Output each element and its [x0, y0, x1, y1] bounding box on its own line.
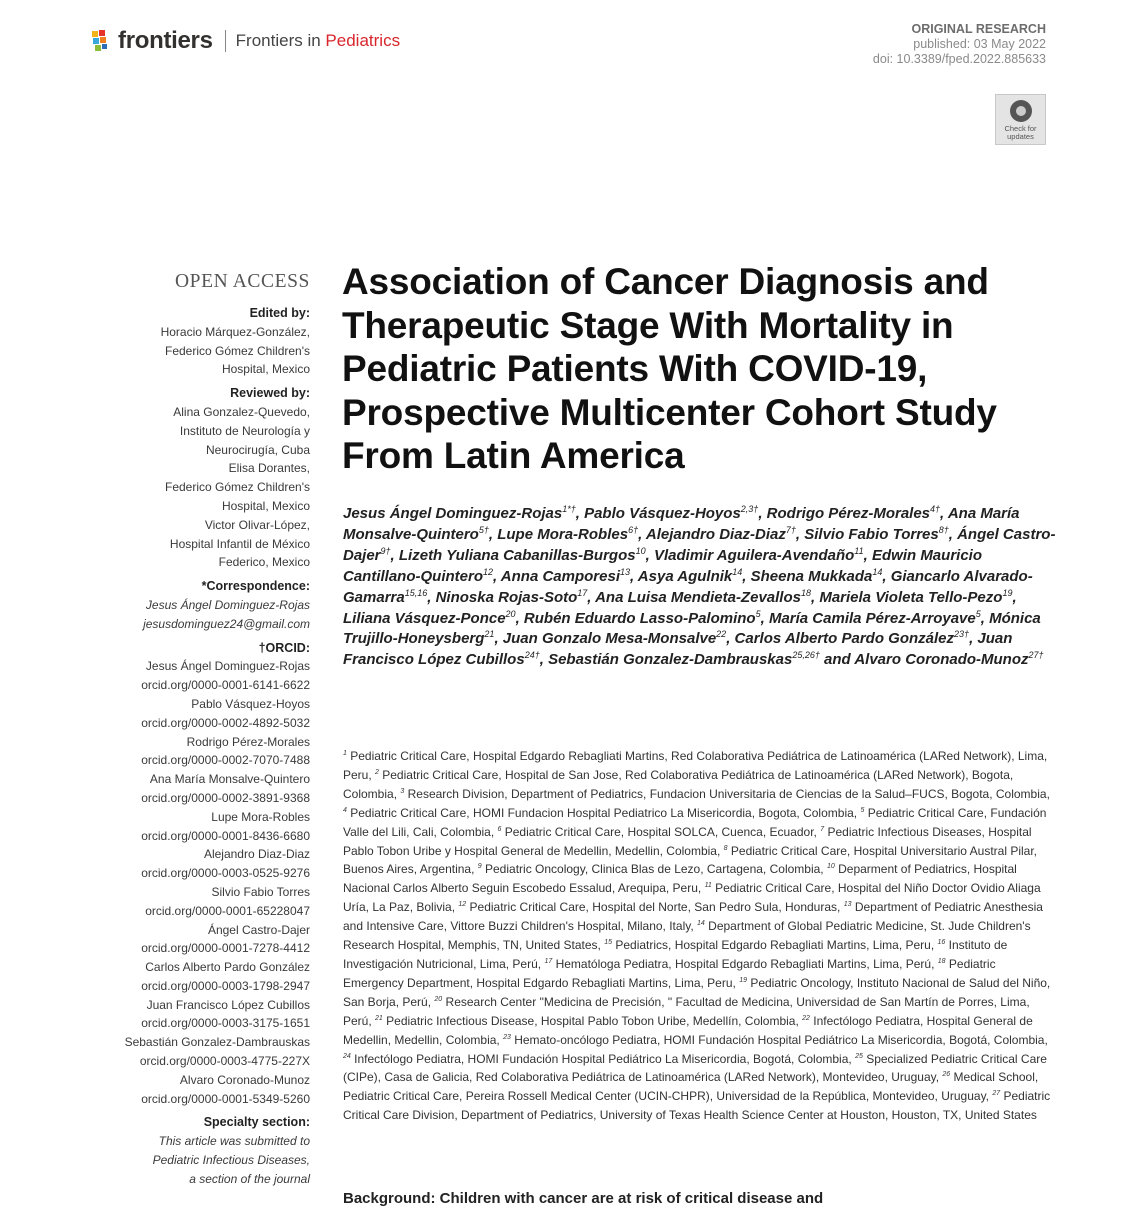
- reviewer-line: Victor Olivar-López,: [204, 517, 310, 532]
- affiliation-number: 4: [343, 806, 347, 814]
- author-name-text: Alvaro Coronado-Munoz: [854, 651, 1029, 669]
- author-name-text: Mariela Violeta Tello-Pezo: [819, 588, 1003, 606]
- author-name[interactable]: [524, 610, 761, 627]
- affiliation-number: 18: [937, 957, 946, 965]
- author-affiliation-marker: 24†: [524, 650, 540, 661]
- check-updates-label: Check for updates: [1004, 124, 1037, 141]
- orcid-line[interactable]: orcid.org/0000-0003-1798-2947: [141, 978, 310, 993]
- orcid-line[interactable]: orcid.org/0000-0001-65228047: [145, 903, 310, 918]
- affiliation-item: [375, 1014, 802, 1028]
- affiliation-number: 12: [458, 901, 467, 909]
- editor-line: Federico Gómez Children's: [164, 343, 310, 358]
- author-name-text: Liliana Vásquez-Ponce: [343, 609, 506, 627]
- reviewed-by-heading: Reviewed by:: [230, 386, 310, 401]
- author-affiliation-marker: 17: [577, 587, 588, 598]
- author-name[interactable]: [854, 651, 1043, 668]
- affiliation-number: 2: [375, 768, 379, 776]
- journal-prefix: Frontiers in: [235, 31, 321, 50]
- reviewer-line: Neurocirugía, Cuba: [205, 442, 310, 457]
- author-affiliation-marker: 14: [732, 566, 743, 577]
- orcid-line: Alejandro Diaz-Diaz: [203, 847, 310, 862]
- article-title: Association of Cancer Diagnosis and Therapeutic Stage With Mortality in Pediatric Patients With COVID-19, Prospective Multicenter Cohort Study From Latin America: [342, 261, 997, 476]
- check-updates-icon: [1010, 100, 1032, 122]
- author-affiliation-marker: 6†: [628, 524, 639, 535]
- author-affiliation-marker: 5†: [478, 524, 489, 535]
- author-name[interactable]: [804, 526, 949, 543]
- author-affiliation-marker: 22: [716, 629, 727, 640]
- orcid-heading: †ORCID:: [258, 640, 310, 655]
- orcid-line: Alvaro Coronado-Munoz: [179, 1072, 310, 1087]
- specialty-line: Pediatric Infectious Diseases,: [152, 1153, 310, 1168]
- abstract-background: Background: Children with cancer are at risk of critical disease and: [343, 1190, 824, 1207]
- affiliation-text: Infectólogo Pediatra, Hospital General de Medellin, Medellin, Colombia,: [343, 1013, 1033, 1047]
- author-name-text: Ángel Castro-Dajer: [343, 525, 1056, 564]
- author-name-text: Alejandro Diaz-Diaz: [645, 525, 786, 543]
- sidebar: [100, 270, 310, 1189]
- affiliation-number: 13: [843, 901, 852, 909]
- author-name[interactable]: [503, 630, 726, 647]
- author-name-text: Edwin Mauricio Cantillano-Quintero: [343, 546, 982, 585]
- author-affiliation-marker: 2,3†: [740, 504, 759, 514]
- affiliation-number: 16: [937, 939, 946, 947]
- journal-name[interactable]: [236, 31, 400, 51]
- affiliation-text: Specialized Pediatric Critical Care (CIPe), Casa de Galicia, Red Colaborativa Pediátrica de Latinoamérica (LARed Network), Montevideo, Uruguay,: [343, 1051, 1047, 1085]
- author-name-text: Ana María Monsalve-Quintero: [343, 505, 1020, 543]
- affiliation-number: 6: [497, 825, 502, 833]
- author-affiliation-marker: 20: [505, 608, 516, 619]
- affiliation-text: Pediatrics, Hospital Edgardo Rebagliati Martins, Lima, Peru,: [612, 938, 938, 953]
- author-name[interactable]: [819, 589, 1012, 606]
- correspondence-list: [100, 596, 310, 634]
- affiliation-number: 23: [503, 1033, 511, 1041]
- affiliation-text: Pediatric Oncology, Instituto Nacional de Salud del Niño, San Borja, Perú,: [343, 975, 1051, 1009]
- author-name[interactable]: [654, 547, 864, 564]
- orcid-line: Sebastián Gonzalez-Dambrauskas: [124, 1035, 310, 1050]
- affiliation-number: 26: [942, 1071, 951, 1079]
- author-name-text: Carlos Alberto Pardo González: [734, 630, 955, 648]
- author-name[interactable]: [769, 610, 981, 627]
- affiliation-text: Pediatric Critical Care, Hospital Edgardo Rebagliati Martins, Red Colaborativa Pediátrica de Latinoamérica (LARed Network), Lima, Peru,: [343, 749, 1048, 782]
- affiliation-text: Pediatric Critical Care, Hospital Universitario Austral Pilar, Buenos Aires, Argentina,: [343, 843, 1038, 877]
- orcid-line: Ana María Monsalve-Quintero: [149, 772, 310, 787]
- orcid-line: Lupe Mora-Robles: [211, 809, 310, 824]
- affiliation-text: Department of Pediatric Anesthesia and Intensive Care, Vittore Buzzi Children's Hospital, Milano, Italy,: [343, 900, 1043, 934]
- author-name-text: Sebastián Gonzalez-Dambrauskas: [548, 651, 793, 669]
- affiliation-item: [604, 938, 937, 952]
- frontiers-logo[interactable]: [90, 26, 400, 56]
- specialty-heading: Specialty section:: [203, 1115, 310, 1130]
- affiliation-item: [343, 1052, 855, 1066]
- author-name-text: Ninoska Rojas-Soto: [435, 588, 578, 606]
- author-affiliation-marker: 23†: [954, 629, 970, 640]
- affiliation-number: 22: [802, 1014, 810, 1022]
- author-affiliation-marker: 21: [484, 629, 495, 640]
- reviewed-by-list: [100, 403, 310, 572]
- author-affiliation-marker: 5: [755, 608, 761, 619]
- author-affiliation-marker: 19: [1002, 587, 1013, 598]
- author-name-text: Juan Francisco López Cubillos: [343, 630, 1013, 669]
- author-name-text: Juan Gonzalo Mesa-Monsalve: [502, 630, 717, 648]
- published-date: published: 03 May 2022: [913, 37, 1046, 51]
- affiliation-text: Pediatric Critical Care Division, Department of Pediatrics, University of Texas Health Science Center at Houston, Houston, TX, United States: [343, 1089, 1051, 1123]
- author-affiliation-marker: 18: [800, 587, 811, 598]
- author-name-text: Mónica Trujillo-Honeysberg: [343, 609, 1041, 648]
- author-affiliation-marker: 12: [483, 566, 494, 577]
- affiliation-text: Deparment of Pediatrics, Hospital Nacional Carlos Alberto Seguin Escobedo Essalud, Arequipa, Peru,: [343, 862, 1017, 896]
- affiliation-text: Medical School, Pediatric Critical Care, Pereira Rossell Medical Center (UCIN-CHPR), Universidad de la República, Montevideo, Uruguay,: [343, 1070, 1039, 1104]
- orcid-line[interactable]: orcid.org/0000-0003-3175-1651: [141, 1016, 310, 1031]
- author-affiliation-marker: 15,16: [404, 587, 428, 598]
- journal-title: Pediatrics: [325, 31, 401, 50]
- author-list: Jesus Ángel Dominguez-Rojas$^{1*\dagger}$, Pablo Vásquez-Hoyos$^{2,3\dagger}$, Rodrigo Pérez-Morales$^{4\dagger}$, Ana María Monsalve-Quintero$^{5\dagger}$, Lupe Mora-Robles$^{6\dagger}$, Alejandro Diaz-Diaz$^{7\dagger}$, Silvio Fabio Torres$^{8\dagger}$, Ángel Castro-Dajer$^{9\dagger}$, Lizeth Yuliana Cabanillas-Burgos$^{10}$, Vladimir Aguilera-Avendaño$^{11}$, Edwin Mauricio Cantillano-Quintero$^{12}$, Anna Camporesi$^{13}$, Asya Agulnik$^{14}$, Sheena Mukkada$^{14}$, Giancarlo Alvarado-Gamarra$^{15,16}$, Ninoska Rojas-Soto$^{17}$, Ana Luisa Mendieta-Zevallos$^{18}$, Mariela Violeta Tello-Pezo$^{19}$, Liliana Vásquez-Ponce$^{20}$, Rubén Eduardo Lasso-Palomino$^5$, María Camila Pérez-Arroyave$^5$, Mónica Trujillo-Honeysberg$^{21}$, Juan Gonzalo Mesa-Monsalve$^{22}$, Carlos Alberto Pardo González$^{23\dagger}$, Juan Francisco López Cubillos$^{24\dagger}$, Sebastián Gonzalez-Dambrauskas$^{25,26\dagger}$ and Alvaro Coronado-Munoz$^{27\dagger}$: [343, 504, 1056, 669]
- author-name-text: Jesus Ángel Dominguez-Rojas: [343, 505, 563, 522]
- orcid-line: Rodrigo Pérez-Morales: [186, 734, 310, 749]
- author-name-text: Rubén Eduardo Lasso-Palomino: [523, 609, 756, 627]
- correspondence-heading: *Correspondence:: [201, 579, 310, 594]
- affiliation-item: [503, 1033, 1048, 1047]
- affiliation-text: Pediatric Critical Care, HOMI Fundacion Hospital Pediatrico La Misericordia, Bogota, Colombia,: [346, 805, 861, 820]
- author-name[interactable]: [767, 505, 940, 522]
- author-affiliation-marker: 7†: [785, 524, 796, 535]
- affiliation-item: [343, 806, 860, 820]
- orcid-line[interactable]: orcid.org/0000-0003-4775-227X: [139, 1054, 310, 1069]
- affiliation-item: [544, 957, 937, 971]
- author-affiliation-marker: 25,26†: [792, 650, 820, 661]
- author-name[interactable]: [646, 526, 796, 543]
- reviewer-line: Alina Gonzalez-Quevedo,: [173, 404, 310, 419]
- specialty-line: a section of the journal: [189, 1171, 310, 1186]
- orcid-line: Juan Francisco López Cubillos: [146, 997, 310, 1012]
- correspondence-line[interactable]: jesusdominguez24@gmail.com: [143, 616, 310, 631]
- affiliation-number: 10: [826, 863, 835, 871]
- author-affiliation-marker: 1*†: [562, 504, 576, 514]
- author-name-text: María Camila Pérez-Arroyave: [768, 609, 976, 627]
- affiliations: [343, 747, 1053, 1125]
- orcid-line[interactable]: orcid.org/0000-0002-4892-5032: [141, 715, 310, 730]
- affiliation-text: Pediatric Critical Care, Hospital del Norte, San Pedro Sula, Honduras,: [466, 900, 844, 915]
- affiliation-item: [458, 900, 843, 914]
- affiliation-number: 3: [400, 787, 405, 795]
- author-name-text: Rodrigo Pérez-Morales: [766, 505, 931, 522]
- affiliation-number: 14: [697, 920, 705, 928]
- open-access-label: OPEN ACCESS: [174, 271, 310, 292]
- affiliation-number: 17: [544, 957, 553, 965]
- affiliation-number: 11: [704, 882, 712, 890]
- check-for-updates-button[interactable]: [995, 94, 1046, 145]
- orcid-line: Jesus Ángel Dominguez-Rojas: [145, 659, 310, 674]
- orcid-line[interactable]: orcid.org/0000-0003-0525-9276: [141, 866, 310, 881]
- author-name[interactable]: [436, 589, 588, 606]
- author-name-text: Vladimir Aguilera-Avendaño: [653, 546, 855, 564]
- editor-line: Hospital, Mexico: [221, 362, 310, 377]
- frontiers-logo-icon: [90, 29, 112, 53]
- editor-line: Horacio Márquez-González,: [160, 324, 310, 339]
- author-affiliation-marker: 14: [872, 566, 883, 577]
- affiliation-number: 20: [434, 995, 443, 1003]
- author-name-text: Silvio Fabio Torres: [804, 525, 939, 543]
- author-name-text: Anna Camporesi: [500, 567, 620, 585]
- authors-and: and: [824, 651, 851, 669]
- author-name[interactable]: [751, 568, 883, 585]
- reviewer-line: Hospital Infantil de México: [169, 536, 310, 551]
- affiliation-text: Research Division, Department of Pediatrics, Fundacion Universitaria de Ciencias de la Salud–FUCS, Bogota, Colombia,: [404, 786, 1050, 801]
- author-name-text: Giancarlo Alvarado-Gamarra: [343, 567, 1033, 606]
- affiliation-number: 7: [820, 825, 825, 833]
- author-name[interactable]: [501, 568, 630, 585]
- reviewer-line: Federico Gómez Children's: [164, 480, 310, 495]
- doi[interactable]: doi: 10.3389/fped.2022.885633: [872, 52, 1046, 66]
- affiliation-number: 9: [477, 863, 482, 871]
- author-name[interactable]: [638, 568, 742, 585]
- author-name[interactable]: [497, 526, 638, 543]
- orcid-list: [100, 657, 310, 1108]
- orcid-line: Ángel Castro-Dajer: [207, 922, 310, 937]
- orcid-line[interactable]: orcid.org/0000-0001-5349-5260: [141, 1091, 310, 1106]
- author-name[interactable]: [399, 547, 646, 564]
- affiliation-number: 21: [375, 1014, 383, 1022]
- affiliation-text: Pediatric Infectious Diseases, Hospital Pablo Tobon Uribe y Hospital General de Medellin, Medellin, Colombia,: [343, 824, 1032, 858]
- affiliation-text: Research Center "Medicina de Precisión, " Facultad de Medicina, Universidad de San Martín de Porres, Lima, Perú,: [343, 994, 1030, 1028]
- orcid-line[interactable]: orcid.org/0000-0002-3891-9368: [141, 790, 310, 805]
- affiliation-text: Pediatric Critical Care, Hospital de San Jose, Red Colaborativa Pediátrica de Latinoamérica (LARed Network), Bogota, Colombia,: [343, 767, 1014, 801]
- author-name-text: Lizeth Yuliana Cabanillas-Burgos: [398, 546, 636, 564]
- reviewer-line: Elisa Dorantes,: [228, 461, 310, 476]
- author-affiliation-marker: 13: [620, 566, 631, 577]
- affiliation-number: 19: [739, 976, 747, 984]
- article-type: ORIGINAL RESEARCH: [911, 22, 1046, 36]
- article-meta: [873, 22, 1046, 67]
- affiliation-text: Pediatric Emergency Department, Hospital Edgardo Rebagliati Martins, Lima, Peru,: [343, 956, 996, 990]
- affiliation-number: 1: [343, 750, 347, 757]
- author-name[interactable]: [735, 630, 970, 647]
- orcid-line[interactable]: orcid.org/0000-0001-8436-6680: [141, 828, 310, 843]
- author-name-text: Lupe Mora-Robles: [497, 525, 629, 543]
- affiliation-item: [478, 862, 827, 876]
- author-name-text: Sheena Mukkada: [750, 567, 873, 585]
- affiliation-text: Instituto de Investigación Nutricional, Lima, Perú,: [343, 938, 1008, 971]
- correspondence-line: Jesus Ángel Dominguez-Rojas: [145, 597, 310, 612]
- orcid-line: Pablo Vásquez-Hoyos: [191, 696, 310, 711]
- author-affiliation-marker: 5: [975, 608, 981, 619]
- affiliation-text: Hematóloga Pediatra, Hospital Edgardo Rebagliati Martins, Lima, Perú,: [552, 956, 938, 971]
- affiliation-item: [498, 825, 821, 839]
- author-name[interactable]: [548, 651, 820, 668]
- specialty-line: This article was submitted to: [158, 1134, 310, 1149]
- affiliation-text: Pediatric Infectious Disease, Hospital Pablo Tobon Uribe, Medellín, Colombia,: [382, 1013, 803, 1028]
- affiliation-number: 24: [343, 1052, 351, 1060]
- reviewer-line: Federico, Mexico: [218, 555, 310, 570]
- author-name-text: Ana Luisa Mendieta-Zevallos: [595, 588, 801, 606]
- orcid-line[interactable]: orcid.org/0000-0001-7278-4412: [141, 941, 310, 956]
- affiliation-text: Infectólogo Pediatra, HOMI Fundación Hospital Pediátrico La Misericordia, Bogotá, Colombia,: [350, 1051, 856, 1066]
- affiliation-number: 25: [855, 1052, 863, 1060]
- affiliation-text: Pediatric Oncology, Clinica Blas de Lezo, Cartagena, Colombia,: [481, 862, 827, 877]
- orcid-line: Silvio Fabio Torres: [211, 884, 310, 899]
- author-affiliation-marker: 8†: [938, 524, 949, 535]
- logo-divider: [225, 30, 226, 52]
- author-affiliation-marker: 27†: [1028, 650, 1044, 661]
- author-affiliation-marker: 4†: [930, 504, 941, 514]
- specialty-list: [100, 1132, 310, 1188]
- author-name-text: Pablo Vásquez-Hoyos: [584, 505, 741, 522]
- orcid-line[interactable]: orcid.org/0000-0002-7070-7488: [141, 753, 310, 768]
- affiliation-text: Pediatric Critical Care, Hospital del Niño Doctor Ovidio Aliaga Uría, La Paz, Bolivia,: [343, 881, 1041, 915]
- affiliation-text: Department of Global Pediatric Medicine, St. Jude Children's Research Hospital, Memphis, TN, United States,: [343, 919, 1031, 953]
- reviewer-line: Hospital, Mexico: [221, 498, 310, 513]
- author-name[interactable]: [343, 505, 576, 522]
- author-name[interactable]: [343, 610, 516, 627]
- edited-by-list: [100, 323, 310, 379]
- logo-text: frontiers: [118, 27, 213, 54]
- affiliation-number: 5: [860, 806, 865, 814]
- author-name[interactable]: [584, 505, 758, 522]
- orcid-line: Carlos Alberto Pardo González: [145, 960, 310, 975]
- author-affiliation-marker: 9†: [380, 545, 391, 556]
- edited-by-heading: Edited by:: [249, 306, 310, 320]
- affiliation-text: Pediatric Critical Care, Fundación Valle del Lili, Cali, Colombia,: [343, 805, 1047, 839]
- affiliation-text: Pediatric Critical Care, Hospital SOLCA, Cuenca, Ecuador,: [501, 824, 821, 839]
- orcid-line[interactable]: orcid.org/0000-0001-6141-6622: [141, 678, 310, 693]
- author-affiliation-marker: 11: [854, 545, 864, 556]
- author-name-text: Asya Agulnik: [637, 567, 733, 585]
- affiliation-number: 27: [992, 1090, 1001, 1098]
- affiliation-number: 15: [604, 939, 613, 947]
- affiliation-text: Hemato-oncólogo Pediatra, HOMI Fundación Hospital Pediátrico La Misericordia, Bogotá, Colombia,: [510, 1032, 1048, 1047]
- affiliation-item: [400, 787, 1050, 801]
- author-affiliation-marker: 10: [635, 545, 646, 556]
- reviewer-line: Instituto de Neurología y: [179, 423, 310, 438]
- author-name[interactable]: [595, 589, 811, 606]
- affiliation-number: 8: [723, 844, 728, 852]
